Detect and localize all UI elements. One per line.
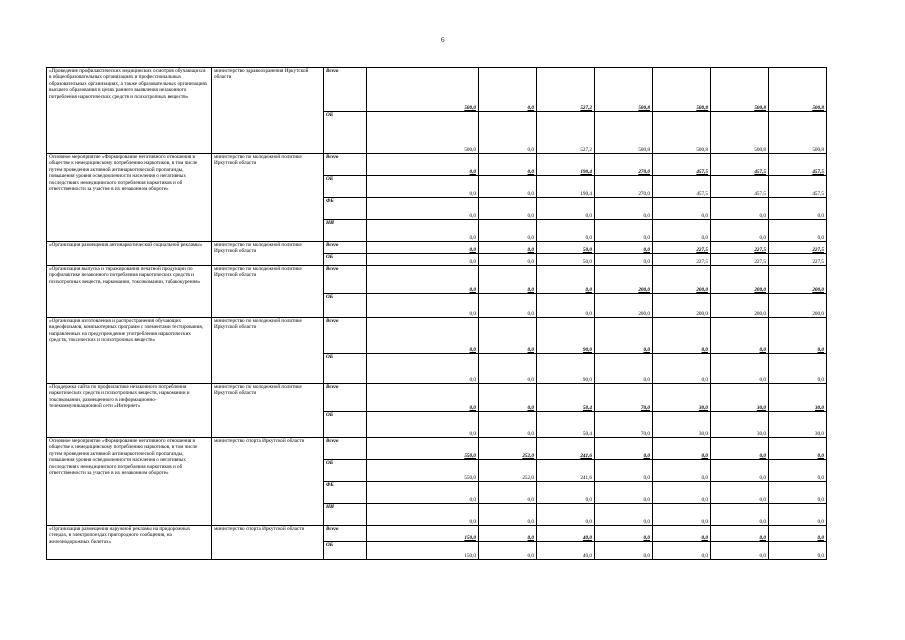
table-row — [47, 318, 827, 354]
amount-cell: 0,0 — [595, 254, 653, 266]
amount-cell: 0,0 — [537, 198, 595, 220]
amount-cell: 30,0 — [711, 384, 769, 412]
amount-cell: 0,0 — [769, 220, 827, 242]
funding-source: ОБ — [324, 412, 367, 438]
funding-source: ФБ — [324, 198, 367, 220]
amount-cell: 0,0 — [595, 198, 653, 220]
amount-cell: 227,5 — [711, 242, 769, 254]
amount-cell: 500,8 — [653, 112, 711, 154]
amount-cell: 0,0 — [367, 220, 479, 242]
amount-cell: 0,0 — [479, 504, 537, 526]
amount-cell: 500,8 — [769, 68, 827, 112]
amount-cell: 30,0 — [769, 412, 827, 438]
amount-cell: 500,8 — [711, 68, 769, 112]
amount-cell: 0,0 — [595, 482, 653, 504]
amount-cell: 50,4 — [537, 384, 595, 412]
amount-cell: 0,0 — [711, 198, 769, 220]
amount-cell: 241,6 — [537, 460, 595, 482]
amount-cell: 0,0 — [367, 482, 479, 504]
funding-source: Всего — [324, 384, 367, 412]
amount-cell: 0,0 — [653, 318, 711, 354]
amount-cell: 0,0 — [711, 220, 769, 242]
funding-source: Всего — [324, 266, 367, 294]
amount-cell: 0,0 — [479, 112, 537, 154]
amount-cell: 0,0 — [595, 504, 653, 526]
amount-cell: 200,0 — [711, 294, 769, 318]
responsible-executor: министерство по молодежной политике Иркутской области — [212, 384, 324, 438]
activity-description: Основное мероприятие «Формирование негативного отношения в обществе к немедицинскому потреблению наркотиков, в том числе путем проведения активной антинаркотической пропаганды, повышения уровня осведомленности населения о негативных последствиях немедицинского потребления наркотиков и об ответственности за участие в их незаконном обороте» — [47, 438, 212, 526]
amount-cell: 0,0 — [711, 354, 769, 384]
amount-cell: 457,5 — [769, 176, 827, 198]
amount-cell: 0,0 — [537, 220, 595, 242]
responsible-executor: министерство по молодежной политике Иркутской области — [212, 154, 324, 242]
funding-source: Всего — [324, 526, 367, 542]
amount-cell: 500,8 — [595, 112, 653, 154]
table-row — [47, 68, 827, 112]
amount-cell: 227,5 — [769, 242, 827, 254]
amount-cell: 227,5 — [711, 254, 769, 266]
amount-cell: 0,0 — [537, 266, 595, 294]
amount-cell: 0,0 — [711, 542, 769, 560]
amount-cell: 0,0 — [479, 176, 537, 198]
funding-source: ОБ — [324, 254, 367, 266]
funding-source: ОБ — [324, 354, 367, 384]
amount-cell: 0,0 — [479, 412, 537, 438]
amount-cell: 0,0 — [367, 266, 479, 294]
amount-cell: 0,0 — [653, 354, 711, 384]
amount-cell: 30,0 — [769, 384, 827, 412]
amount-cell: 70,0 — [595, 384, 653, 412]
amount-cell: 40,0 — [537, 542, 595, 560]
amount-cell: 0,0 — [479, 384, 537, 412]
amount-cell: 0,0 — [367, 254, 479, 266]
amount-cell: 0,0 — [769, 460, 827, 482]
table-row — [47, 384, 827, 412]
amount-cell: 0,0 — [479, 354, 537, 384]
amount-cell: 200,0 — [653, 294, 711, 318]
amount-cell: 500,8 — [595, 68, 653, 112]
amount-cell: 0,0 — [653, 438, 711, 460]
amount-cell: 457,5 — [711, 154, 769, 176]
amount-cell: 200,0 — [653, 266, 711, 294]
amount-cell: 200,0 — [769, 266, 827, 294]
amount-cell: 0,0 — [479, 242, 537, 254]
amount-cell: 227,5 — [653, 242, 711, 254]
amount-cell: 0,0 — [595, 438, 653, 460]
amount-cell: 0,0 — [653, 198, 711, 220]
amount-cell: 30,0 — [711, 412, 769, 438]
amount-cell: 0,0 — [711, 526, 769, 542]
amount-cell: 527,2 — [537, 68, 595, 112]
amount-cell: 550,0 — [367, 438, 479, 460]
amount-cell: 500,8 — [769, 112, 827, 154]
funding-source: Всего — [324, 242, 367, 254]
amount-cell: 0,0 — [367, 504, 479, 526]
amount-cell: 50,0 — [537, 242, 595, 254]
amount-cell: 0,0 — [595, 242, 653, 254]
amount-cell: 0,0 — [479, 526, 537, 542]
amount-cell: 0,0 — [367, 176, 479, 198]
funding-source: ОБ — [324, 460, 367, 482]
amount-cell: 0,0 — [653, 504, 711, 526]
amount-cell: 241,6 — [537, 438, 595, 460]
amount-cell: 227,5 — [769, 254, 827, 266]
amount-cell: 0,0 — [479, 154, 537, 176]
amount-cell: 457,5 — [653, 154, 711, 176]
amount-cell: 0,0 — [595, 220, 653, 242]
amount-cell: 0,0 — [479, 220, 537, 242]
amount-cell: 50,4 — [537, 412, 595, 438]
amount-cell: 190,4 — [537, 154, 595, 176]
table-row — [47, 266, 827, 294]
activity-description: «Проведение профилактических медицинских осмотров обучающихся в общеобразовательных организациях и профессиональных образовательных организациях, а также образовательных организациях высшего образования в целях раннего выявления незаконного потребления наркотических средств и психотропных веществ» — [47, 68, 212, 154]
amount-cell: 0,0 — [367, 242, 479, 254]
amount-cell: 30,0 — [653, 412, 711, 438]
amount-cell: 0,0 — [537, 294, 595, 318]
amount-cell: 457,5 — [711, 176, 769, 198]
activity-description: «Организация выпуска и тиражирования печатной продукции по профилактике незаконного потребления наркотических средств и психотропных веществ, наркомании, токсикомании, табакокурения» — [47, 266, 212, 318]
amount-cell: 70,0 — [595, 412, 653, 438]
amount-cell: 90,0 — [537, 318, 595, 354]
amount-cell: 0,0 — [769, 354, 827, 384]
amount-cell: 500,8 — [711, 112, 769, 154]
funding-source: Всего — [324, 154, 367, 176]
amount-cell: 0,0 — [367, 294, 479, 318]
funding-source: ФБ — [324, 482, 367, 504]
amount-cell: 0,0 — [769, 198, 827, 220]
funding-source: Всего — [324, 438, 367, 460]
amount-cell: 200,0 — [711, 266, 769, 294]
amount-cell: 0,0 — [479, 198, 537, 220]
amount-cell: 200,0 — [769, 294, 827, 318]
responsible-executor: министерство спорта Иркутской области — [212, 438, 324, 526]
activity-description: «Организация размещения наружной рекламы на придорожных стендах, в электропоездах пригородного сообщения, на железнодорожных билетах» — [47, 526, 212, 560]
amount-cell: 0,0 — [769, 504, 827, 526]
table-row — [47, 526, 827, 542]
amount-cell: 150,0 — [367, 542, 479, 560]
amount-cell: 0,0 — [595, 318, 653, 354]
amount-cell: 457,5 — [769, 154, 827, 176]
amount-cell: 0,0 — [595, 354, 653, 384]
responsible-executor: министерство здравоохранения Иркутской области — [212, 68, 324, 154]
amount-cell: 90,0 — [537, 354, 595, 384]
amount-cell: 0,0 — [595, 542, 653, 560]
amount-cell: 0,0 — [479, 294, 537, 318]
amount-cell: 200,0 — [595, 266, 653, 294]
activity-description: «Поддержка сайта по профилактике незаконного потребления наркотических средств и психотропных веществ, наркомании и токсикомании, размещенного в информационно-телекоммуникационной сети «Интернет» — [47, 384, 212, 438]
amount-cell: 40,0 — [537, 526, 595, 542]
funding-source: ОБ — [324, 176, 367, 198]
amount-cell: 0,0 — [653, 542, 711, 560]
amount-cell: 0,0 — [653, 482, 711, 504]
amount-cell: 0,0 — [479, 68, 537, 112]
amount-cell: 457,5 — [653, 176, 711, 198]
amount-cell: 0,0 — [367, 354, 479, 384]
funding-source: ОБ — [324, 294, 367, 318]
amount-cell: 0,0 — [595, 460, 653, 482]
amount-cell: 0,0 — [653, 220, 711, 242]
amount-cell: 0,0 — [711, 318, 769, 354]
activity-description: «Организация размещения антинаркотической социальной рекламы» — [47, 242, 212, 266]
table-row — [47, 242, 827, 254]
amount-cell: 500,8 — [653, 68, 711, 112]
funding-source: НИ — [324, 504, 367, 526]
amount-cell: 500,0 — [367, 68, 479, 112]
funding-source: НИ — [324, 220, 367, 242]
amount-cell: 270,0 — [595, 176, 653, 198]
funding-source: Всего — [324, 318, 367, 354]
amount-cell: 252,0 — [479, 460, 537, 482]
responsible-executor: министерство по молодежной политике Иркутской области — [212, 242, 324, 266]
amount-cell: 190,4 — [537, 176, 595, 198]
amount-cell: 0,0 — [711, 482, 769, 504]
activity-description: Основное мероприятие «Формирование негативного отношения в обществе к немедицинскому потреблению наркотиков, в том числе путем проведения активной антинаркотической пропаганды, повышения уровня осведомленности населения о негативных последствиях немедицинского потребления наркотиков и об ответственности за участие в их незаконном обороте» — [47, 154, 212, 242]
amount-cell: 252,0 — [479, 438, 537, 460]
amount-cell: 0,0 — [653, 460, 711, 482]
responsible-executor: министерство по молодежной политике Иркутской области — [212, 266, 324, 318]
amount-cell: 0,0 — [479, 254, 537, 266]
amount-cell: 30,0 — [653, 384, 711, 412]
amount-cell: 227,5 — [653, 254, 711, 266]
amount-cell: 0,0 — [711, 438, 769, 460]
amount-cell: 527,2 — [537, 112, 595, 154]
activity-description: «Организация изготовления и распространения обучающих видеофильмов, компьютерных программ с элементами тестирования, направленных на предупреждение употребления наркотических средств, токсических и психотропных веществ» — [47, 318, 212, 384]
amount-cell: 0,0 — [367, 198, 479, 220]
amount-cell: 0,0 — [769, 482, 827, 504]
funding-source: Всего — [324, 68, 367, 112]
amount-cell: 0,0 — [653, 526, 711, 542]
table-row — [47, 154, 827, 176]
responsible-executor: министерство спорта Иркутской области — [212, 526, 324, 560]
amount-cell: 0,0 — [479, 542, 537, 560]
amount-cell: 200,0 — [595, 294, 653, 318]
amount-cell: 0,0 — [537, 504, 595, 526]
funding-source: ОБ — [324, 112, 367, 154]
amount-cell: 0,0 — [479, 266, 537, 294]
funding-source: ОБ — [324, 542, 367, 560]
amount-cell: 0,0 — [367, 412, 479, 438]
amount-cell: 0,0 — [479, 482, 537, 504]
amount-cell: 0,0 — [367, 318, 479, 354]
amount-cell: 0,0 — [537, 482, 595, 504]
program-table — [46, 67, 827, 560]
page-number: 6 — [441, 36, 445, 44]
amount-cell: 550,0 — [367, 460, 479, 482]
amount-cell: 0,0 — [769, 542, 827, 560]
amount-cell: 0,0 — [367, 154, 479, 176]
amount-cell: 0,0 — [769, 318, 827, 354]
amount-cell: 0,0 — [711, 504, 769, 526]
amount-cell: 500,0 — [367, 112, 479, 154]
amount-cell: 0,0 — [711, 460, 769, 482]
amount-cell: 0,0 — [595, 526, 653, 542]
amount-cell: 0,0 — [367, 384, 479, 412]
amount-cell: 0,0 — [479, 318, 537, 354]
amount-cell: 0,0 — [769, 438, 827, 460]
table-row — [47, 438, 827, 460]
amount-cell: 270,0 — [595, 154, 653, 176]
amount-cell: 50,0 — [537, 254, 595, 266]
amount-cell: 150,0 — [367, 526, 479, 542]
responsible-executor: министерство по молодежной политике Иркутской области — [212, 318, 324, 384]
amount-cell: 0,0 — [769, 526, 827, 542]
